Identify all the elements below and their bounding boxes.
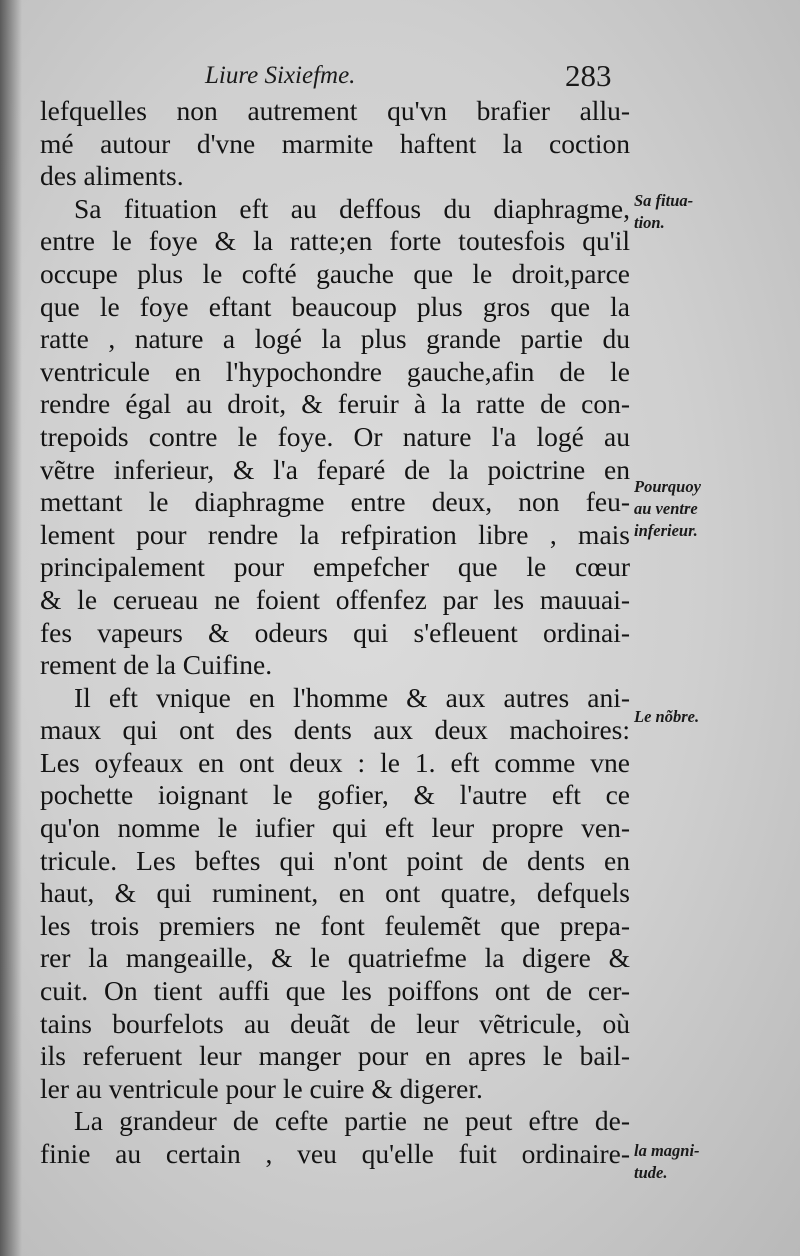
text-line: qu'on nomme le iufier qui eft leur propre ven- — [40, 812, 630, 844]
text-line: entre le foye & la ratte;en forte toutesfois qu'il — [40, 225, 630, 257]
text-line: pochette ioignant le gofier, & l'autre eft ce — [40, 779, 630, 811]
text-line: principalement pour empefcher que le cœur — [40, 551, 630, 583]
running-head: Liure Sixiefme. — [205, 62, 356, 89]
body-text — [40, 95, 630, 1171]
gutter-shadow — [0, 0, 22, 1256]
text-line: lefquelles non autrement qu'vn brafier allu- — [40, 95, 630, 126]
margin-note-line: Le nõbre. — [634, 707, 700, 726]
text-line: La grandeur de cefte partie ne peut eftre de- — [74, 1105, 630, 1137]
text-line: ler au ventricule pour le cuire & digerer. — [40, 1072, 483, 1104]
margin-note-line: la magni- — [634, 1141, 700, 1160]
margin-note-line: inferieur. — [634, 521, 698, 540]
text-line: rement de la Cuifine. — [40, 649, 273, 681]
text-line: ils referuent leur manger pour en apres le bail- — [40, 1040, 630, 1072]
text-line: des aliments. — [40, 160, 184, 192]
margin-note-line: au ventre — [634, 499, 698, 518]
text-line: lement pour rendre la refpiration libre , mais — [40, 518, 630, 550]
text-line: fes vapeurs & odeurs qui s'efleuent ordinai- — [40, 616, 630, 648]
text-line: maux qui ont des dents aux deux machoires: — [40, 714, 630, 746]
text-line: tricule. Les beftes qui n'ont point de dents en — [40, 844, 630, 876]
text-line: vẽtre inferieur, & l'a feparé de la poictrine en — [40, 453, 630, 485]
margin-note-situation — [634, 190, 693, 234]
text-line: occupe plus le cofté gauche que le droit,parce — [40, 257, 630, 289]
margin-note-line: tion. — [634, 213, 665, 232]
text-line: haut, & qui ruminent, en ont quatre, defquels — [40, 877, 630, 909]
text-line: Les oyfeaux en ont deux : le 1. eft comme vne — [40, 746, 630, 778]
text-line: ratte , nature a logé la plus grande partie du — [40, 323, 630, 355]
text-line: rer la mangeaille, & le quatriefme la digere & — [40, 942, 630, 974]
text-line: que le foye eftant beaucoup plus gros que la — [40, 290, 630, 322]
text-line: cuit. On tient auffi que les poiffons ont de cer- — [40, 975, 630, 1007]
text-line: rendre égal au droit, & feruir à la ratte de con- — [40, 388, 630, 420]
margin-note-pourquoy — [634, 476, 701, 542]
margin-note-line: Pourquoy — [634, 477, 701, 496]
text-line: les trois premiers ne font feulemẽt que prepa- — [40, 909, 630, 941]
margin-note-magnitude — [634, 1140, 700, 1184]
page-number: 283 — [565, 58, 612, 93]
margin-note-line: tude. — [634, 1163, 668, 1182]
text-line: mé autour d'vne marmite haftent la coction — [40, 127, 630, 159]
text-line: finie au certain , veu qu'elle fuit ordinaire- — [40, 1138, 630, 1169]
text-line: ventricule en l'hypochondre gauche,afin de le — [40, 355, 630, 387]
text-line: trepoids contre le foye. Or nature l'a logé au — [40, 420, 630, 452]
text-line: mettant le diaphragme entre deux, non feu- — [40, 486, 630, 518]
text-line: & le cerueau ne foient offenfez par les mauuai- — [40, 583, 630, 615]
text-line: tains bourfelots au deuãt de leur vẽtricule, où — [40, 1007, 630, 1039]
page-header — [0, 60, 800, 100]
text-line: Sa fituation eft au deffous du diaphragme, — [74, 192, 630, 224]
text-line: Il eft vnique en l'homme & aux autres ani- — [74, 681, 630, 713]
margin-note-line: Sa fitua- — [634, 191, 694, 210]
margin-note-nombre — [634, 706, 699, 728]
